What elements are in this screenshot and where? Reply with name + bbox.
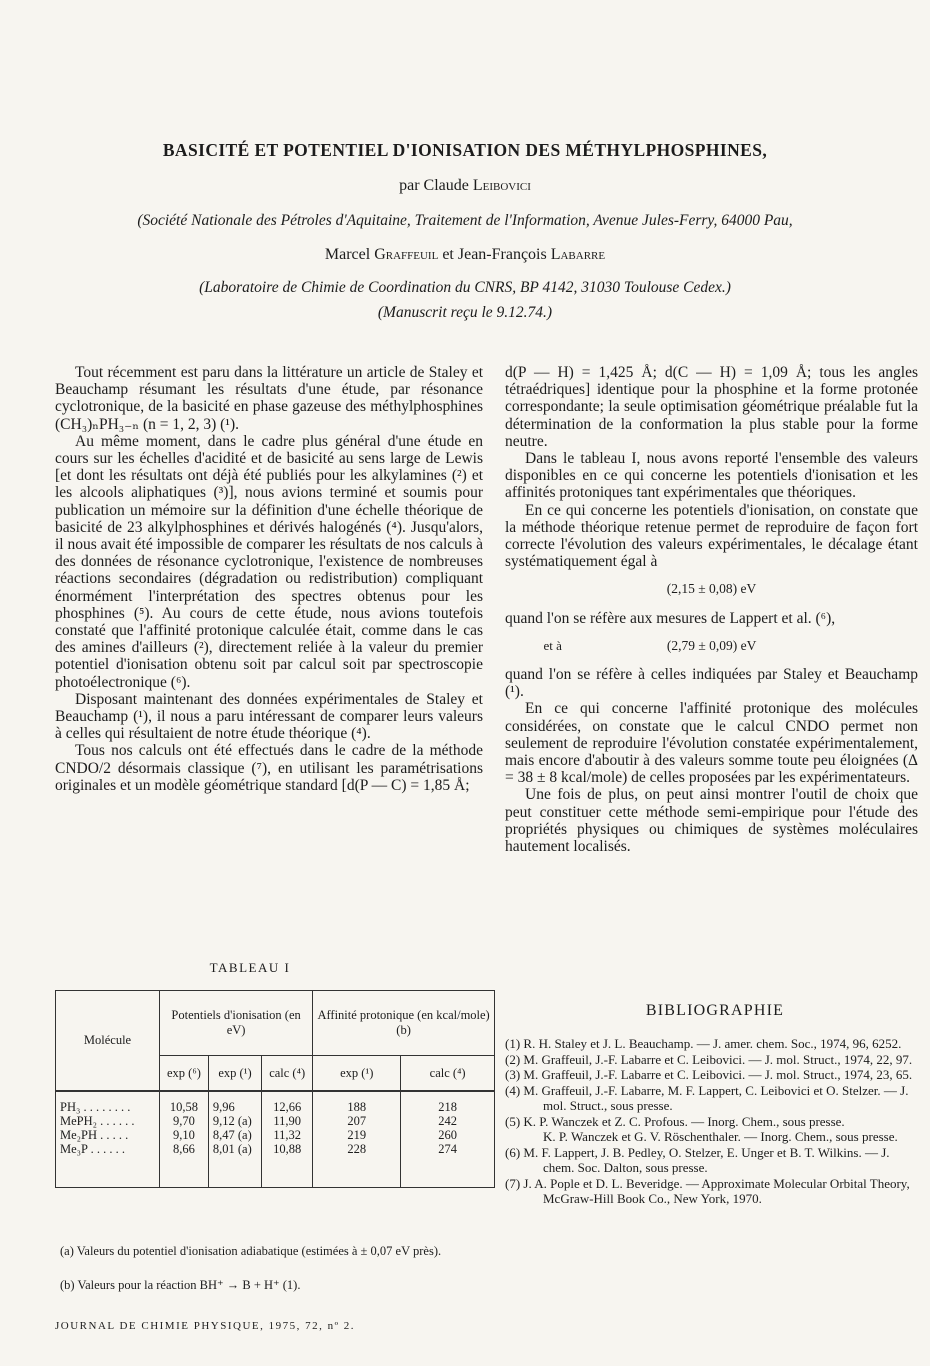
value: 12,66 (273, 1100, 302, 1114)
bibliography (505, 1036, 920, 1207)
value: 9,12 (a) (212, 1114, 252, 1128)
value: 9,10 (173, 1128, 195, 1142)
reference: (1) R. H. Staley et J. L. Beauchamp. — J. amer. chem. Soc., 1974, 96, 6252. (505, 1036, 902, 1051)
value: 9,70 (173, 1114, 195, 1128)
table-note-b: (b) Valeurs pour la réaction BH⁺ → B + H⁺ (1). (60, 1278, 301, 1292)
paragraph: En ce qui concerne l'affinité protonique des molécules considérées, on constate que le calcul CNDO permet non seulement de reproduire l'évolution constatée expérimentalement, mais encore d'aboutir à des valeurs somme toute peu éloignées (Δ = 38 ± 8 kcal/mole) de celles proposées par les expérimentateurs. (505, 700, 918, 787)
paragraph: quand l'on se réfère à celles indiquées par Staley et Beauchamp (¹). (505, 666, 918, 701)
table-row: PH₃ . . . . . . . . (60, 1100, 131, 1114)
author-line-2 (0, 246, 930, 264)
value: 10,88 (273, 1142, 302, 1156)
equation-1: (2,15 ± 0,08) eV (666, 581, 757, 597)
header-molecule: Molécule (56, 991, 160, 1092)
paragraph: Tous nos calculs ont été effectués dans le cadre de la méthode CNDO/2 désormais classique (⁷), en utilisant les paramétrisations originales et un modèle géométrique standard [d(P — C) = 1,85 Å; (55, 742, 483, 794)
value: 10,58 (169, 1100, 198, 1114)
paragraph: d(P — H) = 1,425 Å; d(C — H) = 1,09 Å; tous les angles tétraédriques] identique pour la phosphine et la forme protonée correspondante; la seule optimisation géométrique préalable fut la détermination de la conformation la plus stable pour la forme neutre. (505, 364, 918, 450)
data-table (55, 990, 495, 1188)
value: 260 (438, 1128, 458, 1142)
paragraph: Tout récemment est paru dans la littérature un article de Staley et Beauchamp résumant les résultats d'une étude, par résonance cyclotronique, de la basicité en phase gazeuse des méthylphosphines (CH₃)ₙPH₃₋ₙ (n = 1, 2, 3) (¹). (55, 364, 483, 433)
author-graffeuil: Graffeuil (374, 246, 439, 263)
table-title: TABLEAU I (209, 960, 291, 975)
value: 8,47 (a) (212, 1128, 252, 1142)
left-column (55, 364, 483, 794)
subheader: calc (⁴) (401, 1056, 495, 1092)
author-prefix: par Claude (399, 177, 469, 194)
col-exp6 (160, 1091, 209, 1187)
table-row: MePH₂ . . . . . . (60, 1114, 135, 1128)
value: 242 (438, 1114, 458, 1128)
col-exp1 (208, 1091, 261, 1187)
equation-2 (505, 637, 918, 654)
received-date: (Manuscrit reçu le 9.12.74.) (377, 304, 553, 321)
subheader: exp (⁶) (160, 1056, 209, 1092)
author-name: Leibovici (472, 177, 531, 194)
value: 9,96 (212, 1100, 235, 1114)
affiliation-1: (Société Nationale des Pétroles d'Aquitaine, Traitement de l'Information, Avenue Jules-Ferry, 64000 Pau, (137, 212, 793, 229)
value: 8,01 (a) (212, 1142, 252, 1156)
value: 218 (438, 1100, 458, 1114)
table-row: Me₂PH . . . . . (60, 1128, 129, 1142)
value: 11,32 (273, 1128, 301, 1142)
subheader: exp (¹) (208, 1056, 261, 1092)
equation-value: (2,79 ± 0,09) eV (666, 637, 757, 653)
author-labarre: Labarre (550, 246, 606, 263)
journal-footer: JOURNAL DE CHIMIE PHYSIQUE, 1975, 72, nº 2. (55, 1320, 356, 1332)
value: 219 (347, 1128, 367, 1142)
value: 188 (347, 1100, 367, 1114)
table-note-a: (a) Valeurs du potentiel d'ionisation adiabatique (estimées à ± 0,07 eV près). (60, 1244, 442, 1258)
col-ap-calc (401, 1091, 495, 1187)
header-ionisation: Potentiels d'ionisation (en eV) (160, 991, 313, 1056)
reference: (3) M. Graffeuil, J.-F. Labarre et C. Leibovici. — J. mol. Struct., 1974, 23, 65. (505, 1067, 913, 1082)
col-calc4 (262, 1091, 313, 1187)
paragraph: quand l'on se réfère aux mesures de Lappert et al. (⁶), (505, 609, 836, 627)
value: 274 (438, 1142, 458, 1156)
col-ap-exp (313, 1091, 401, 1187)
subheader: calc (⁴) (262, 1056, 313, 1092)
value: 8,66 (173, 1142, 195, 1156)
paragraph: Dans le tableau I, nous avons reporté l'ensemble des valeurs disponibles en ce qui concerne les potentiels d'ionisation et les affinités protoniques tant expérimentales que théoriques. (505, 450, 918, 502)
right-column (505, 364, 918, 855)
reference: (7) J. A. Pople et D. L. Beveridge. — Approximate Molecular Orbital Theory, McGraw-Hill Book Co., New York, 1970. (505, 1175, 910, 1206)
paragraph: Une fois de plus, on peut ainsi montrer l'outil de choix que peut constituer cette méthode semi-empirique pour l'étude des propriétés physiques ou chimiques de systèmes moléculaires hautement localisés. (505, 786, 918, 856)
affiliation-2: (Laboratoire de Chimie de Coordination du CNRS, BP 4142, 31030 Toulouse Cedex.) (199, 279, 731, 296)
author-line-1 (0, 177, 930, 195)
header-affinity: Affinité protonique (en kcal/mole) (b) (313, 991, 495, 1056)
article-title: BASICITÉ ET POTENTIEL D'IONISATION DES MÉTHYLPHOSPHINES, (162, 140, 768, 160)
paragraph: Au même moment, dans le cadre plus général d'une étude en cours sur les échelles d'acidité et de basicité au sens large de Lewis [et dont les résultats ont déjà été publiés pour les alkylamines (²) et les alcools aliphatiques (³)], nous avions terminé et soumis pour publication un mémoire sur la définition d'une échelle théorique de basicité de 23 alkylphosphines et dérivés halogénés (⁴). Jusqu'alors, il nous avait été impossible de comparer les résultats de nos calculs à des données de résonance cyclotronique, l'existence de nombreuses réactions secondaires (dégradation ou redistribution) compliquant énormément l'interprétation des spectres obtenus pour les phosphines (⁵). Au cours de cette étude, nous avions toutefois constaté que l'affinité protonique calculée était, comme dans le cas des amines d'ailleurs (²), directement reliée à la valeur du premier potentiel d'ionisation obtenu soit par calcul soit par spectroscopie photoélectronique (⁶). (55, 432, 483, 691)
paragraph: En ce qui concerne les potentiels d'ionisation, on constate que la méthode théorique retenue permet de reproduire de façon fort correcte l'évolution des valeurs expérimentales, le décalage étant systématiquement égal à (505, 501, 918, 571)
value: 207 (347, 1114, 367, 1128)
reference: (2) M. Graffeuil, J.-F. Labarre et C. Leibovici. — J. mol. Struct., 1974, 22, 97. (505, 1051, 913, 1067)
bibliography-title: BIBLIOGRAPHIE (645, 1002, 785, 1019)
equation-label: et à (543, 637, 562, 653)
subheader: exp (¹) (313, 1056, 401, 1092)
value: 228 (347, 1142, 367, 1156)
molecule-cell (56, 1091, 160, 1187)
author-first: Marcel (324, 246, 371, 263)
author-join: et Jean-François (442, 246, 547, 263)
paragraph: Disposant maintenant des données expérimentales de Staley et Beauchamp (¹), il nous a paru intéressant de comparer leurs valeurs à celles qui résultaient de notre étude théorique (⁴). (55, 690, 483, 743)
reference: (6) M. F. Lappert, J. B. Pedley, O. Stelzer, E. Unger et B. T. Wilkins. — J. chem. Soc. Dalton, sous presse. (505, 1144, 890, 1175)
reference: (5) K. P. Wanczek et Z. C. Profous. — Inorg. Chem., sous presse. (505, 1113, 845, 1129)
reference: K. P. Wanczek et G. V. Röschenthaler. — Inorg. Chem., sous presse. (543, 1129, 898, 1144)
value: 11,90 (273, 1114, 301, 1128)
table-row: Me₃P . . . . . . (60, 1142, 126, 1156)
reference: (4) M. Graffeuil, J.-F. Labarre, M. F. Lappert, C. Leibovici et O. Stelzer. — J. mol. Struct., sous presse. (505, 1082, 909, 1113)
